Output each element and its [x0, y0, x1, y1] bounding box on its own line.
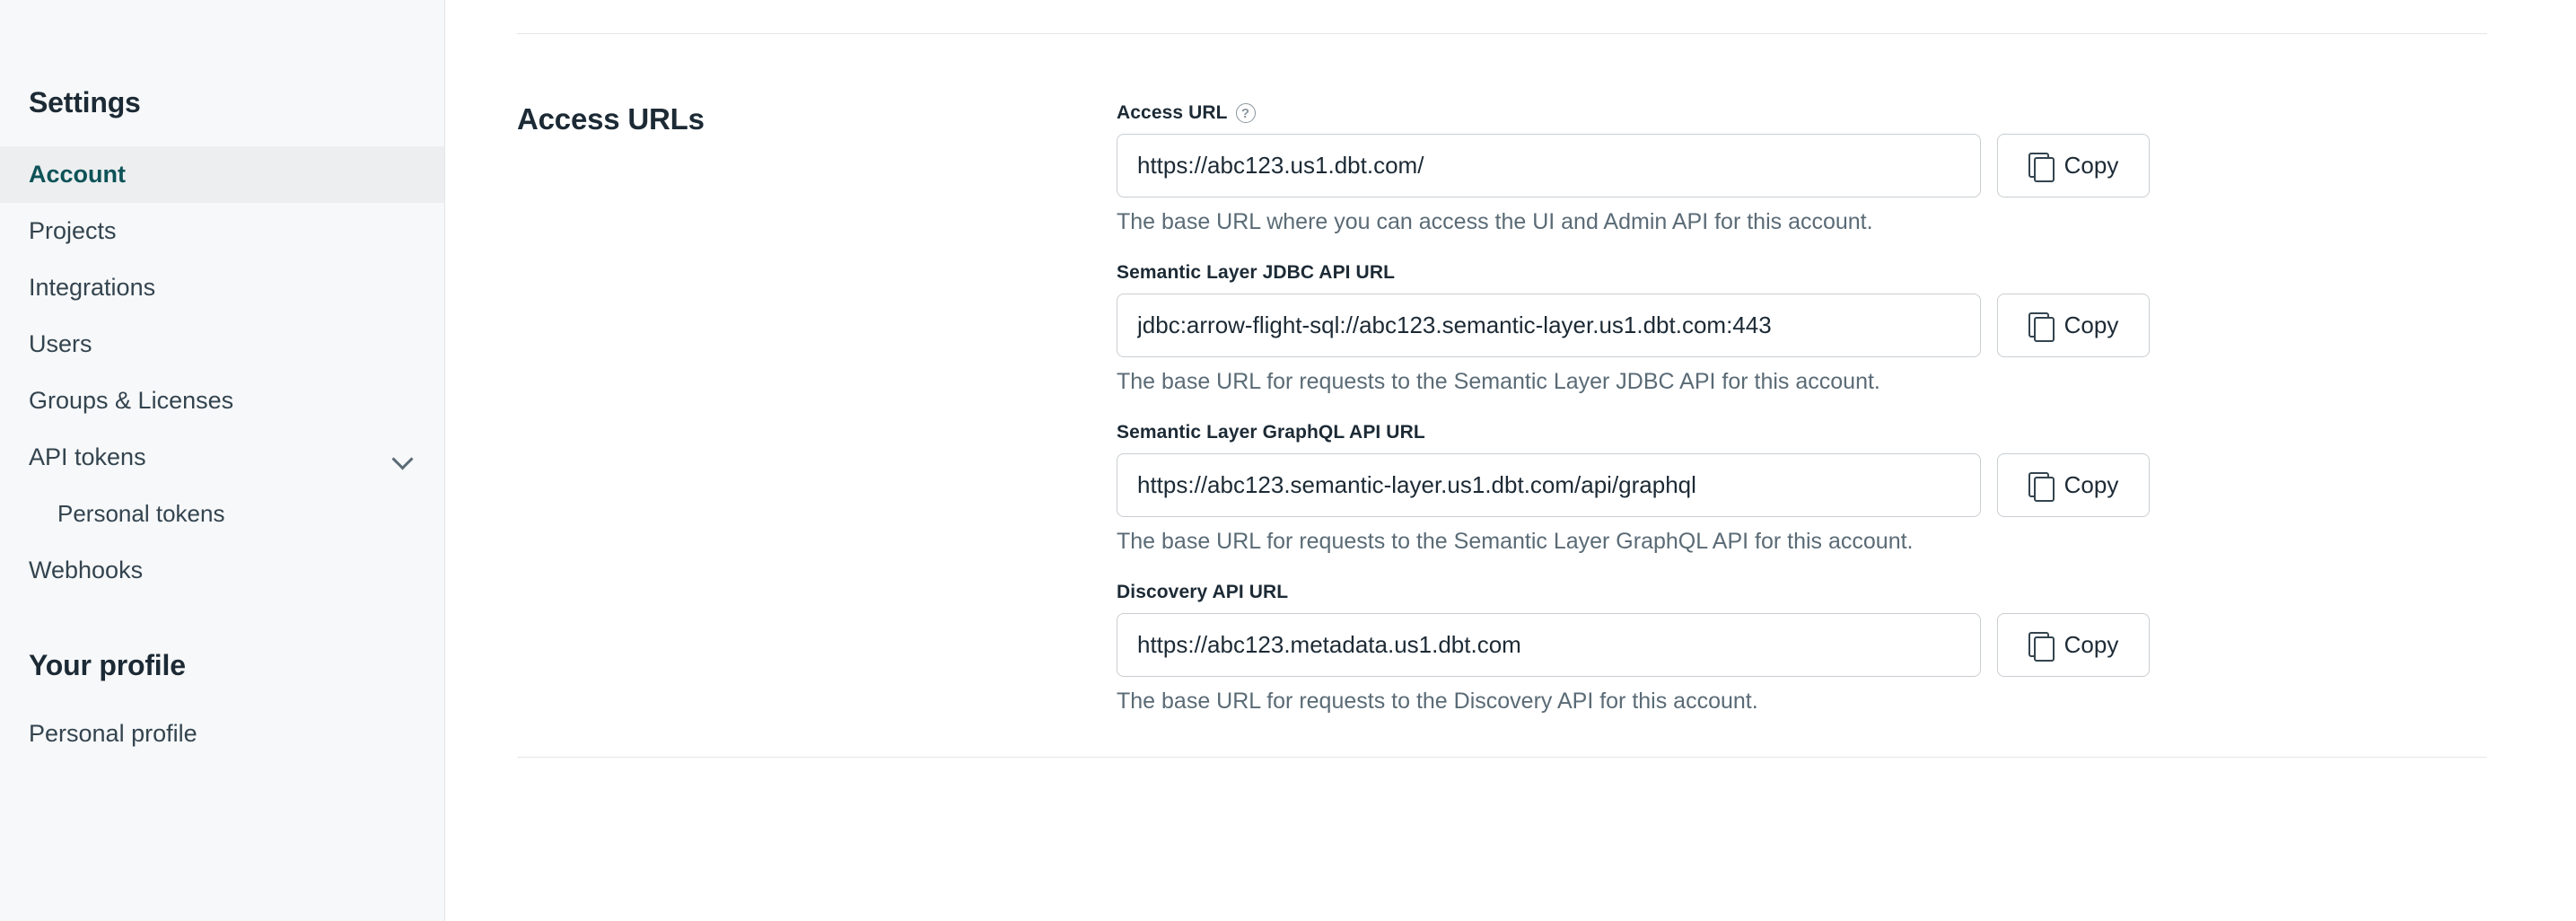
- sidebar-item-label: Users: [29, 330, 92, 357]
- field-semantic-layer-jdbc-api-url: [1117, 262, 2486, 395]
- copy-button-label: Copy: [2063, 631, 2119, 658]
- input-row: [1117, 294, 2486, 357]
- sidebar-item-account[interactable]: [0, 146, 444, 203]
- sidebar-item-projects[interactable]: [0, 203, 444, 259]
- field-label-text: Access URL: [1117, 102, 1228, 123]
- sidebar-item-api-tokens[interactable]: [0, 429, 444, 486]
- field-help-text: The base URL for requests to the Discovery API for this account.: [1117, 689, 1758, 714]
- copy-button-label: Copy: [2063, 471, 2119, 498]
- sidebar-item-label: Personal profile: [29, 720, 197, 747]
- field-label: [1117, 102, 2486, 124]
- copy-icon: [2028, 472, 2052, 499]
- field-semantic-layer-graphql-api-url: [1117, 422, 2486, 555]
- sidebar-item-label: Integrations: [29, 274, 156, 301]
- sidebar-item-label: Projects: [29, 217, 117, 244]
- copy-button-label: Copy: [2063, 152, 2119, 179]
- field-label: [1117, 262, 2486, 284]
- copy-access-url-button[interactable]: [1997, 134, 2150, 197]
- sidebar-title: Settings: [29, 86, 141, 118]
- sidebar: [0, 0, 445, 921]
- field-label-text: Semantic Layer GraphQL API URL: [1117, 422, 1425, 443]
- field-help-text: The base URL for requests to the Semantic Layer GraphQL API for this account.: [1117, 529, 1914, 554]
- sidebar-item-label: API tokens: [29, 443, 146, 470]
- sidebar-item-users[interactable]: [0, 316, 444, 373]
- copy-icon: [2028, 632, 2052, 659]
- semantic-layer-jdbc-api-url-input[interactable]: [1117, 294, 1981, 357]
- page-title: Access URLs: [517, 102, 705, 136]
- copy-discovery-api-url-button[interactable]: [1997, 613, 2150, 677]
- access-urls-fields: [1117, 99, 2486, 715]
- copy-semantic-layer-graphql-api-url-button[interactable]: [1997, 453, 2150, 517]
- copy-icon: [2028, 153, 2052, 180]
- semantic-layer-graphql-api-url-input[interactable]: [1117, 453, 1981, 517]
- chevron-down-icon[interactable]: [392, 446, 416, 469]
- divider-bottom: [517, 757, 2487, 758]
- field-access-url: [1117, 102, 2486, 235]
- sidebar-profile-title: Your profile: [29, 649, 186, 681]
- copy-semantic-layer-jdbc-api-url-button[interactable]: [1997, 294, 2150, 357]
- input-row: [1117, 134, 2486, 197]
- access-urls-section: [517, 34, 2486, 715]
- sidebar-item-label: Groups & Licenses: [29, 387, 234, 414]
- input-row: [1117, 453, 2486, 517]
- sidebar-item-groups-licenses[interactable]: [0, 373, 444, 429]
- sidebar-item-personal-tokens[interactable]: [0, 486, 444, 542]
- sidebar-item-label: Personal tokens: [57, 500, 225, 527]
- field-label-text: Discovery API URL: [1117, 582, 1289, 602]
- sidebar-item-integrations[interactable]: [0, 259, 444, 316]
- help-icon[interactable]: ?: [1236, 103, 1256, 123]
- field-label-text: Semantic Layer JDBC API URL: [1117, 262, 1396, 283]
- copy-button-label: Copy: [2063, 311, 2119, 338]
- sidebar-item-label: Account: [29, 161, 126, 188]
- field-label: [1117, 582, 2486, 603]
- field-label: [1117, 422, 2486, 443]
- discovery-api-url-input[interactable]: [1117, 613, 1981, 677]
- field-help-text: The base URL for requests to the Semantic Layer JDBC API for this account.: [1117, 369, 1880, 394]
- sidebar-item-webhooks[interactable]: [0, 542, 444, 599]
- sidebar-item-label: Webhooks: [29, 557, 144, 583]
- access-url-input[interactable]: [1117, 134, 1981, 197]
- copy-icon: [2028, 312, 2052, 339]
- sidebar-item-personal-profile[interactable]: [0, 706, 444, 762]
- field-discovery-api-url: [1117, 582, 2486, 715]
- main-content: [445, 0, 2576, 921]
- field-help-text: The base URL where you can access the UI and Admin API for this account.: [1117, 209, 1873, 234]
- input-row: [1117, 613, 2486, 677]
